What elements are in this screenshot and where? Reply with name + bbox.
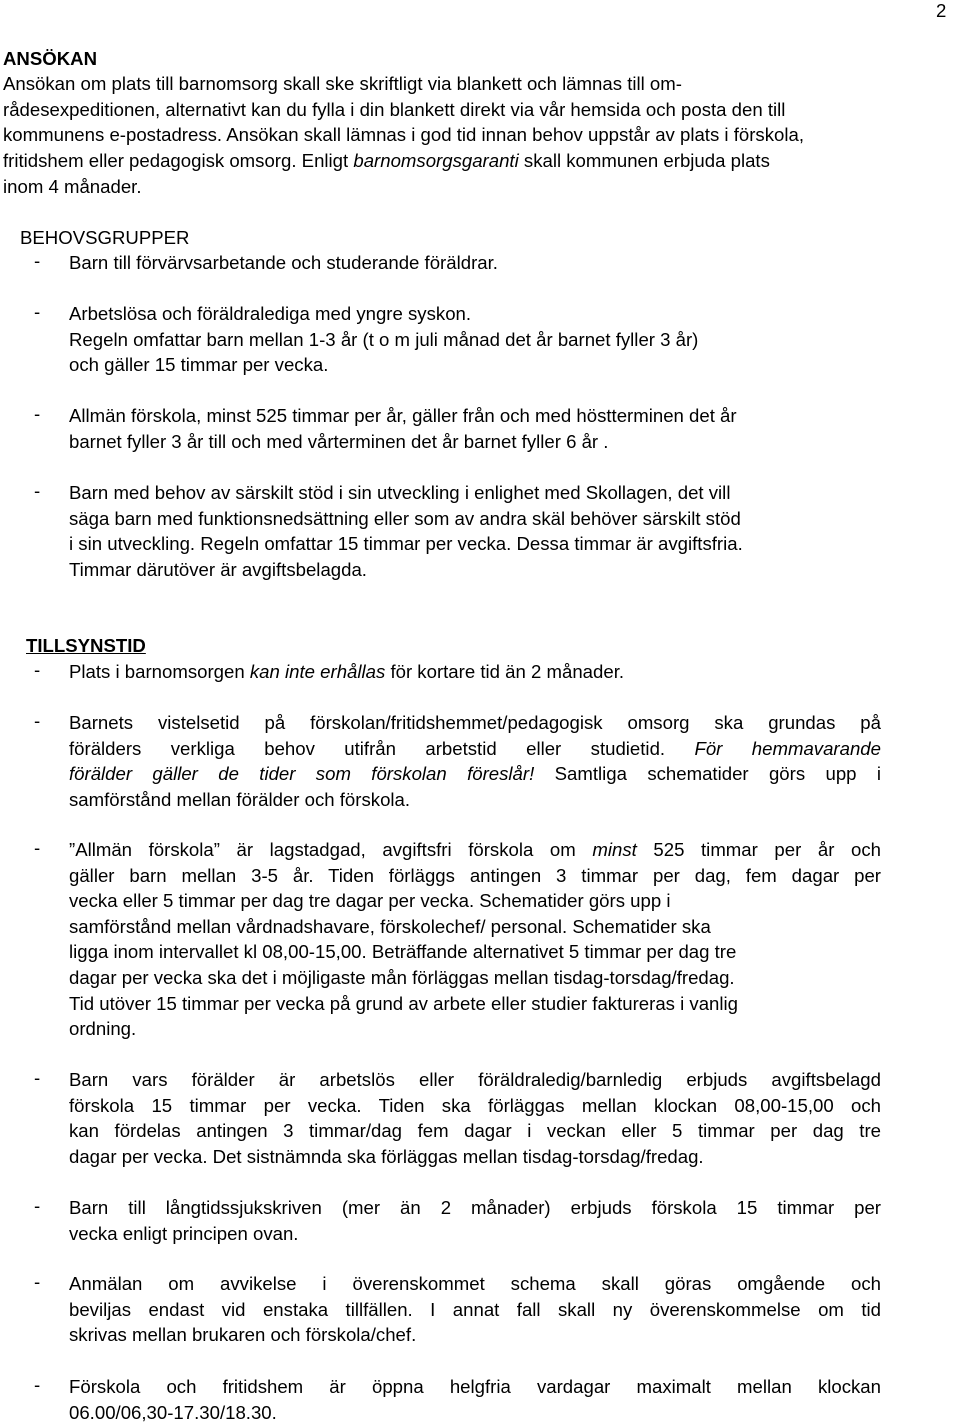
list-dash: -: [34, 710, 41, 731]
behovsgrupp-item: Barn med behov av särskilt stöd i sin utveckling i enlighet med Skollagen, det vill säga barn med funktionsnedsättning eller som av andra skäl behöver särskilt stöd i sin utveckling. Regeln omfattar 15 timmar per vecka. Dessa timmar är avgiftsfria. Timmar därutöver är avgiftsbelagda.: [69, 482, 743, 580]
page-number: 2: [936, 0, 947, 21]
list-dash: -: [34, 1271, 41, 1292]
tillsynstid-item: ”Allmän förskola” är lagstadgad, avgiftsfri förskola om minst 525 timmar per år och gäller barn mellan 3-5 år. Tiden förläggs antingen 3 timmar per dag, fem dagar per vecka eller 5 timmar per dag tre dagar per vecka. Schematider görs upp i samförstånd mellan vårdnadshavare, förskolechef/ personal. Schematider ska ligga inom intervallet kl 08,00-15,00. Beträffande alternativet 5 timmar per dag tre dagar per vecka ska det i möjligaste mån förläggas mellan tisdag-torsdag/fredag. Tid utöver 15 timmar per vecka på grund av arbete eller studier faktureras i vanlig ordning.: [69, 839, 882, 1040]
ansokan-line: kommunens e-postadress. Ansökan skall lämnas i god tid innan behov uppstår av plats i förskola,: [3, 124, 805, 146]
list-dash: -: [34, 403, 41, 424]
behovsgrupp-item: Allmän förskola, minst 525 timmar per år, gäller från och med höstterminen det år barnet fyller 3 år till och med vårterminen det år barnet fyller 6 år .: [69, 405, 737, 452]
ansokan-line: Ansökan om plats till barnomsorg skall ske skriftligt via blankett och lämnas till om-: [3, 73, 682, 94]
section-title-behovsgrupper: BEHOVSGRUPPER: [20, 227, 190, 248]
ansokan-paragraph: [3, 71, 953, 200]
list-dash: -: [34, 1374, 41, 1395]
list-dash: -: [34, 659, 41, 680]
list-dash: -: [34, 250, 41, 271]
behovsgrupp-item: Arbetslösa och föräldralediga med yngre syskon. Regeln omfattar barn mellan 1-3 år (t o m juli månad det år barnet fyller 3 år) och gäller 15 timmar per vecka.: [69, 303, 699, 376]
list-dash: -: [34, 1067, 41, 1088]
behovsgrupp-item: Barn till förvärvsarbetande och studerande föräldrar.: [69, 252, 498, 273]
ansokan-line: inom 4 månader.: [3, 175, 142, 197]
tillsynstid-item: Förskola och fritidshem är öppna helgfria vardagar maximalt mellan klockan 06.00/06,30-17.30/18.30.: [69, 1376, 881, 1423]
ansokan-line: fritidshem eller pedagogisk omsorg. Enligt barnomsorgsgaranti skall kommunen erbjuda plats: [3, 150, 770, 172]
list-dash: -: [34, 480, 41, 501]
tillsynstid-item: Barn vars förälder är arbetslös eller föräldraledig/barnledig erbjuds avgiftsbelagd förskola 15 timmar per vecka. Tiden ska förläggas mellan klockan 08,00-15,00 och kan fördelas antingen 3 timmar/dag fem dagar i veckan eller 5 timmar per dag tre dagar per vecka. Det sistnämnda ska förläggas mellan tisdag-torsdag/fredag.: [69, 1069, 881, 1167]
tillsynstid-item: Barnets vistelsetid på förskolan/fritidshemmet/pedagogisk omsorg ska grundas på förälders verkliga behov utifrån arbetstid eller studietid. För hemmavarande förälder gäller de tider som förskolan föreslår! Samtliga schematider görs upp i samförstånd mellan förälder och förskola.: [69, 712, 881, 810]
tillsynstid-item: Barn till långtidssjukskriven (mer än 2 månader) erbjuds förskola 15 timmar per vecka enligt principen ovan.: [69, 1197, 881, 1244]
tillsynstid-item: Plats i barnomsorgen kan inte erhållas för kortare tid än 2 månader.: [69, 661, 625, 682]
list-dash: -: [34, 837, 41, 858]
list-dash: -: [34, 301, 41, 322]
section-title-tillsynstid: TILLSYNSTID: [26, 635, 146, 656]
list-dash: -: [34, 1195, 41, 1216]
tillsynstid-item: Anmälan om avvikelse i överenskommet schema skall göras omgående och beviljas endast vid enstaka tillfällen. I annat fall skall ny överenskommelse om tid skrivas mellan brukaren och förskola/chef.: [69, 1273, 881, 1346]
ansokan-line: rådesexpeditionen, alternativt kan du fylla i din blankett direkt via vår hemsida och posta den till: [3, 98, 786, 120]
section-title-ansokan: ANSÖKAN: [3, 48, 98, 69]
